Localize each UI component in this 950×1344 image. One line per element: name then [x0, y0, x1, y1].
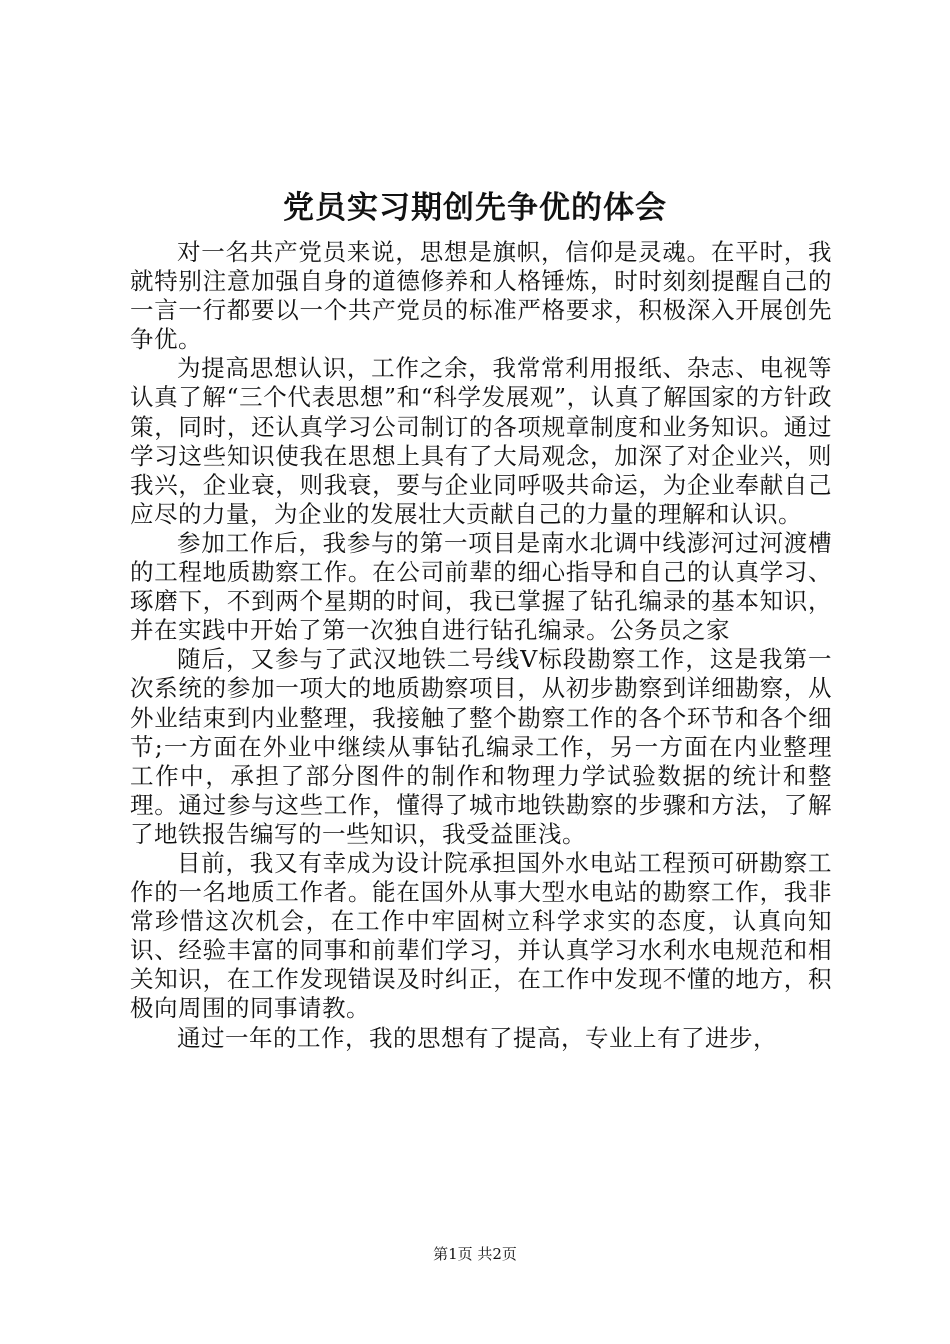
paragraph: 为提高思想认识，工作之余，我常常利用报纸、杂志、电视等认真了解“三个代表思想”和“科学发展观”，认真了解国家的方针政策，同时，还认真学习公司制订的各项规章制度和业务知识。通过学习这些知识使我在思想上具有了大局观念，加深了对企业兴，则我兴，企业衰，则我衰，要与企业同呼吸共命运，为企业奉献自己应尽的力量，为企业的发展壮大贡献自己的力量的理解和认识。	[130, 354, 832, 528]
document-title: 党员实习期创先争优的体会	[283, 190, 667, 226]
page-number-footer: 第1页 共2页	[433, 1245, 517, 1263]
paragraph: 通过一年的工作，我的思想有了提高，专业上有了进步，	[177, 1023, 777, 1052]
paragraph: 随后，又参与了武汉地铁二号线Ⅴ标段勘察工作，这是我第一次系统的参加一项大的地质勘察项目，从初步勘察到详细勘察，从外业结束到内业整理，我接触了整个勘察工作的各个环节和各个细节;一方面在外业中继续从事钻孔编录工作，另一方面在内业整理工作中，承担了部分图件的制作和物理力学试验数据的统计和整理。通过参与这些工作，懂得了城市地铁勘察的步骤和方法，了解了地铁报告编写的一些知识，我受益匪浅。	[130, 645, 832, 848]
paragraph: 目前，我又有幸成为设计院承担国外水电站工程预可研勘察工作的一名地质工作者。能在国外从事大型水电站的勘察工作，我非常珍惜这次机会，在工作中牢固树立科学求实的态度，认真向知识、经验丰富的同事和前辈们学习，并认真学习水利水电规范和相关知识，在工作发现错误及时纠正，在工作中发现不懂的地方，积极向周围的同事请教。	[130, 848, 832, 1023]
paragraph: 对一名共产党员来说，思想是旗帜，信仰是灵魂。在平时，我就特别注意加强自身的道德修养和人格锤炼，时时刻刻提醒自己的一言一行都要以一个共产党员的标准严格要求，积极深入开展创先争优。	[130, 238, 832, 354]
paragraph: 参加工作后，我参与的第一项目是南水北调中线澎河过河渡槽的工程地质勘察工作。在公司前辈的细心指导和自己的认真学习、琢磨下，不到两个星期的时间，我已掌握了钻孔编录的基本知识，并在实践中开始了第一次独自进行钻孔编录。公务员之家	[130, 528, 832, 645]
document-body	[130, 238, 832, 1053]
